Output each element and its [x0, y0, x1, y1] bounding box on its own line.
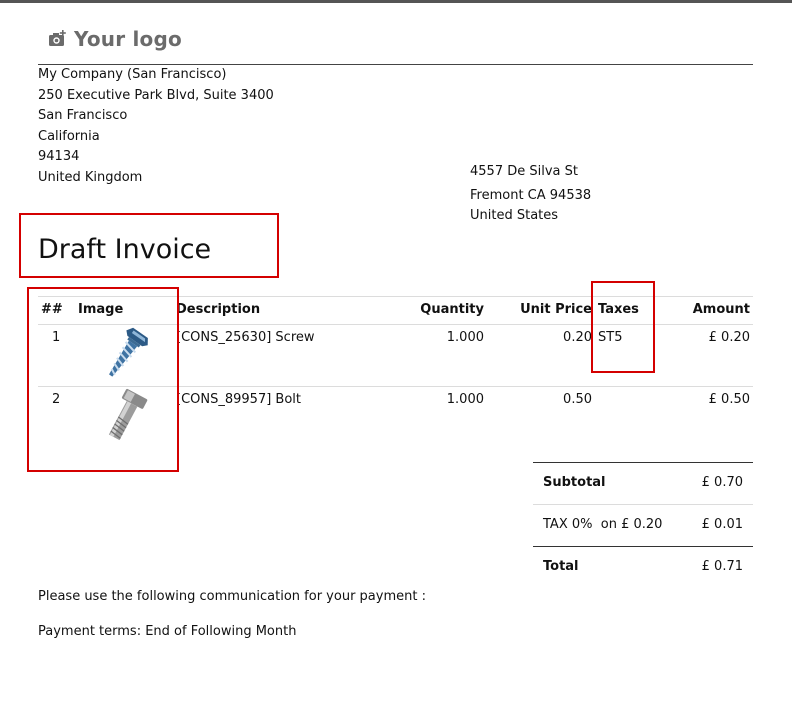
- company-country: United Kingdom: [38, 169, 143, 185]
- company-zip: 94134: [38, 149, 80, 165]
- row-unit-price: 0.20: [563, 330, 592, 345]
- partner-city: Fremont CA 94538: [470, 188, 592, 203]
- partner-street-clipped: 4557 De Silva St: [470, 164, 578, 179]
- col-header-image: Image: [78, 302, 124, 317]
- company-city: San Francisco: [38, 108, 128, 124]
- company-name: My Company (San Francisco): [38, 67, 227, 82]
- company-address: [38, 65, 274, 189]
- totals-total-line: [533, 546, 753, 547]
- top-border: [0, 0, 792, 3]
- total-value: £ 0.71: [701, 559, 743, 574]
- subtotal-label: Subtotal: [543, 475, 606, 490]
- table-top-line: [38, 296, 753, 297]
- row-quantity: 1.000: [446, 330, 484, 345]
- row-divider: [38, 386, 753, 387]
- annotation-box-taxes: [591, 281, 655, 373]
- row-num: 1: [52, 330, 61, 345]
- row-description: [CONS_25630] Screw: [176, 330, 315, 345]
- partner-country: United States: [470, 208, 559, 224]
- col-header-description: Description: [176, 302, 261, 317]
- tax-value: £ 0.01: [701, 517, 743, 532]
- col-header-quantity: Quantity: [420, 302, 484, 317]
- col-header-num: ##: [41, 302, 63, 317]
- row-unit-price: 0.50: [563, 392, 592, 407]
- col-header-amount: Amount: [692, 302, 750, 317]
- tax-label: TAX 0% on £ 0.20: [543, 517, 663, 532]
- invoice-title: Draft Invoice: [38, 234, 212, 265]
- subtotal-value: £ 0.70: [701, 475, 743, 490]
- company-logo: [47, 27, 182, 51]
- totals-mid-line: [533, 504, 753, 505]
- partner-address: [470, 164, 592, 227]
- table-header-line: [38, 324, 753, 325]
- totals-top-line: [533, 462, 753, 463]
- bolt-image: [96, 388, 154, 446]
- payment-communication: Please use the following communication for your payment :: [38, 589, 426, 604]
- row-num: 2: [52, 392, 61, 407]
- row-quantity: 1.000: [446, 392, 484, 407]
- camera-icon: [47, 29, 67, 49]
- company-state: California: [38, 128, 100, 144]
- row-taxes: ST5: [598, 330, 623, 345]
- screw-image: [96, 326, 154, 384]
- company-street: 250 Executive Park Blvd, Suite 3400: [38, 87, 274, 103]
- row-amount: £ 0.20: [708, 330, 750, 345]
- logo-text: Your logo: [74, 27, 182, 51]
- payment-terms: Payment terms: End of Following Month: [38, 624, 297, 639]
- col-header-taxes: Taxes: [598, 302, 639, 317]
- total-label: Total: [543, 559, 579, 574]
- row-amount: £ 0.50: [708, 392, 750, 407]
- col-header-unit-price: Unit Price: [520, 302, 592, 317]
- row-description: [CONS_89957] Bolt: [176, 392, 301, 407]
